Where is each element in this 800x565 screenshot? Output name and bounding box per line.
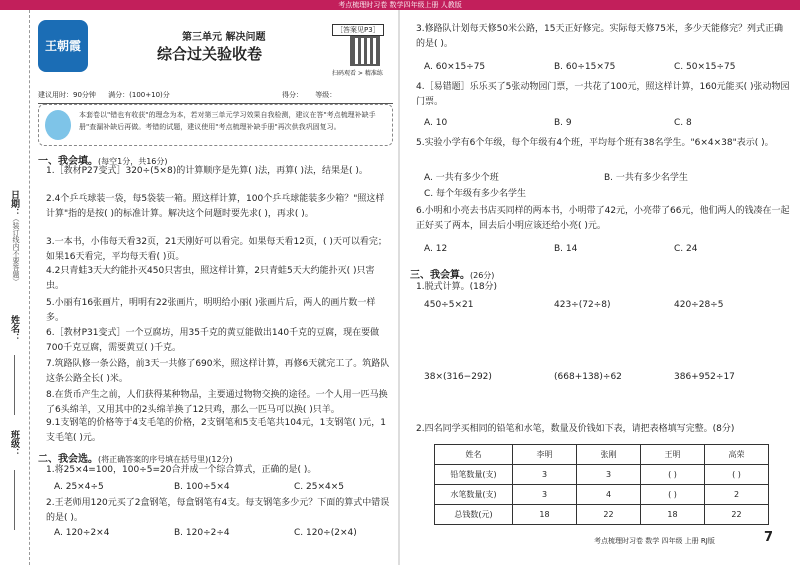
option-c[interactable]: C. 25×4×5	[294, 482, 344, 492]
time-info: 建议用时：90分钟	[38, 91, 96, 99]
answer-reference: ［答案见P3］	[332, 24, 384, 36]
page-title: 综合过关验收卷	[157, 45, 263, 63]
option-c[interactable]: C. 120÷(2×4)	[294, 528, 357, 538]
total-score: 得分：	[282, 91, 303, 99]
score-info: 满分：(100+10)分	[108, 91, 170, 99]
choose-question-5: 5.实验小学有6个年级，每个年级有4个班，平均每个班有38名学生。"6×4×38"表示( )。	[416, 138, 774, 148]
class-label: 班级：	[9, 430, 19, 457]
option-a[interactable]: A. 120÷2×4	[54, 528, 110, 538]
calc-item-4: 38×(316−292)	[424, 372, 492, 382]
option-b[interactable]: B. 14	[554, 244, 578, 254]
choose-options-2	[54, 528, 384, 540]
calc-item-2: 423÷(72÷8)	[554, 300, 611, 310]
option-c[interactable]: C. 8	[674, 118, 692, 128]
fill-question-4: 4.2只青蛙3天大约能扑灭450只害虫，照这样计算，2只青蛙5天大约能扑灭( )只害虫。	[46, 266, 375, 291]
calc-problems	[424, 300, 794, 400]
table-question: 2.四名同学买相同的铅笔和水笔，数量及价钱如下表，请把表格填写完整。(8分)	[416, 424, 735, 434]
choose-options-4	[424, 118, 784, 130]
choose-question-2: 2.王老师用120元买了2盒钢笔，每盒钢笔有4支。每支钢笔多少元？下面的算式中错误的是( )。	[46, 498, 390, 523]
exam-meta	[38, 90, 393, 104]
option-b[interactable]: B. 120÷2÷4	[174, 528, 230, 538]
page-fold	[398, 10, 400, 565]
fill-question-6: 6.［教材P31变式］一个豆腐坊，用35千克的黄豆能做出140千克的豆腐，现在要做700千克豆腐，需要黄豆( )千克。	[46, 328, 380, 353]
table-cell: 水笔数量(支)	[435, 485, 513, 505]
option-b[interactable]: B. 100÷5×4	[174, 482, 230, 492]
calc-item-1: 450÷5×21	[424, 300, 474, 310]
name-line	[14, 355, 15, 415]
table-header-row	[435, 445, 769, 465]
table-cell: 22	[705, 505, 769, 525]
brand-logo: 王朝霞	[38, 20, 88, 72]
fill-question-7: 7.筑路队修一条公路，前3天一共修了690米，照这样计算，再修6天就完工了。筑路队这条公路全长( )米。	[46, 359, 390, 384]
choose-options-1	[54, 482, 384, 494]
option-b[interactable]: B. 60÷15×75	[554, 62, 616, 72]
fill-question-1: 1.［教材P27变式］320÷(5×8)的计算顺序是先算( )法，再算( )法，结果是( )。	[46, 166, 368, 176]
choose-question-4: 4.［易错题］乐乐买了5张动物园门票，一共花了100元，照这样计算，160元能买( )张动物园门票。	[416, 82, 790, 107]
choose-question-6: 6.小明和小亮去书店买同样的两本书，小明带了42元，小亮带了66元，他们两人的钱凑在一起正好买了两本，回去后小明应该还给小亮( )元。	[416, 206, 790, 231]
binding-margin	[0, 10, 30, 565]
table-cell: 18	[641, 505, 705, 525]
table-cell: 3	[577, 465, 641, 485]
page-number: 7	[764, 530, 774, 545]
option-a[interactable]: A. 25×4÷5	[54, 482, 104, 492]
table-blank-cell[interactable]: ( )	[641, 465, 705, 485]
table-row	[435, 465, 769, 485]
qr-code-icon[interactable]	[350, 36, 380, 66]
fill-question-3: 3.一本书，小伟每天看32页，21天刚好可以看完。如果每天看12页，( )天可以看完；如果16天看完，平均每天看( )页。	[46, 237, 387, 262]
study-tip	[38, 104, 393, 146]
fill-question-8: 8.在货币产生之前，人们获得某种物品，主要通过物物交换的途径。一个人用一匹马换了6头绵羊，又用其中的2头绵羊换了12只鸡，那么一匹马可以换( )只羊。	[46, 390, 388, 415]
table-header-cell: 王明	[641, 445, 705, 465]
option-c[interactable]: C. 24	[674, 244, 698, 254]
qr-caption: 扫码观看 > 精准练	[332, 70, 383, 77]
price-table	[434, 444, 769, 525]
table-cell: 4	[577, 485, 641, 505]
table-row	[435, 485, 769, 505]
calc-item-5: (668+138)÷62	[554, 372, 622, 382]
top-banner: 考点梳理时习卷 数学四年级上册 人教版	[0, 0, 800, 10]
table-header-cell: 高荣	[705, 445, 769, 465]
choose-question-3: 3.修路队计划每天修50米公路，15天正好修完。实际每天修75米，多少天能修完？列式正确的是( )。	[416, 24, 783, 49]
option-b[interactable]: B. 一共有多少名学生	[604, 173, 688, 183]
unit-title: 第三单元 解决问题	[182, 32, 266, 43]
option-a[interactable]: A. 60×15÷75	[424, 62, 486, 72]
section-fill: 一、我会填。(每空1分，共16分)	[38, 156, 168, 167]
table-cell: 2	[705, 485, 769, 505]
choose-question-1: 1.将25×4=100，100÷5=20合并成一个综合算式，正确的是( )。	[46, 465, 317, 475]
table-cell: 3	[513, 465, 577, 485]
table-cell: 3	[513, 485, 577, 505]
table-cell: 18	[513, 505, 577, 525]
table-cell: 总钱数(元)	[435, 505, 513, 525]
binding-hint: （装订线内不要答题）	[12, 215, 20, 285]
page-footer: 考点梳理时习卷 数学 四年级 上册 RJ版	[594, 537, 715, 545]
calc-heading: 1.脱式计算。(18分)	[416, 282, 498, 292]
tip-text: 本套卷以"错也有收获"的理念为本，若对第三单元学习效果自我检测，建议在答"考点梳理补缺手册"查漏补缺后再做。考错的试题，建议使用"考点梳理补缺手册"再次供我巩固复习。	[79, 111, 376, 131]
date-label: 日期：	[9, 190, 19, 217]
option-a[interactable]: A. 一共有多少个班	[424, 173, 499, 183]
class-line	[14, 470, 15, 530]
table-header-cell: 李明	[513, 445, 577, 465]
table-row	[435, 505, 769, 525]
section-calc: 三、我会算。(26分)	[410, 270, 495, 281]
calc-item-3: 420÷28÷5	[674, 300, 724, 310]
table-blank-cell[interactable]: ( )	[705, 465, 769, 485]
option-c[interactable]: C. 50×15÷75	[674, 62, 736, 72]
choose-options-3	[424, 62, 784, 74]
left-page	[32, 10, 394, 565]
choose-options-5	[424, 170, 784, 200]
fill-question-5: 5.小丽有16张画片，明明有22张画片，明明给小丽( )张画片后，两人的画片数一样多。	[46, 298, 376, 323]
table-header-cell: 张刚	[577, 445, 641, 465]
table-blank-cell[interactable]: ( )	[641, 485, 705, 505]
option-a[interactable]: A. 10	[424, 118, 448, 128]
section-choose: 二、我会选。(将正确答案的序号填在括号里)(12分)	[38, 454, 233, 465]
mascot-icon	[45, 110, 71, 140]
fill-question-2: 2.4个乒乓球装一袋，每5袋装一箱。照这样计算，100个乒乓球能装多少箱？"照这样计算"指的是按( )的标准计算。解决这个问题时要先求( )，再求( )。	[46, 194, 385, 219]
option-b[interactable]: B. 9	[554, 118, 572, 128]
option-a[interactable]: A. 12	[424, 244, 448, 254]
table-header-cell: 姓名	[435, 445, 513, 465]
grade-level: 等级：	[315, 91, 337, 99]
choose-options-6	[424, 244, 784, 256]
table-cell: 22	[577, 505, 641, 525]
name-label: 姓名：	[9, 315, 19, 342]
calc-item-6: 386+952÷17	[674, 372, 735, 382]
option-c[interactable]: C. 每个年级有多少名学生	[424, 189, 527, 199]
right-page	[404, 10, 796, 565]
fill-question-9: 9.1支钢笔的价格等于4支毛笔的价格，2支钢笔和5支毛笔共104元，1支钢笔( )元，1支毛笔( )元。	[46, 418, 387, 443]
table-cell: 铅笔数量(支)	[435, 465, 513, 485]
